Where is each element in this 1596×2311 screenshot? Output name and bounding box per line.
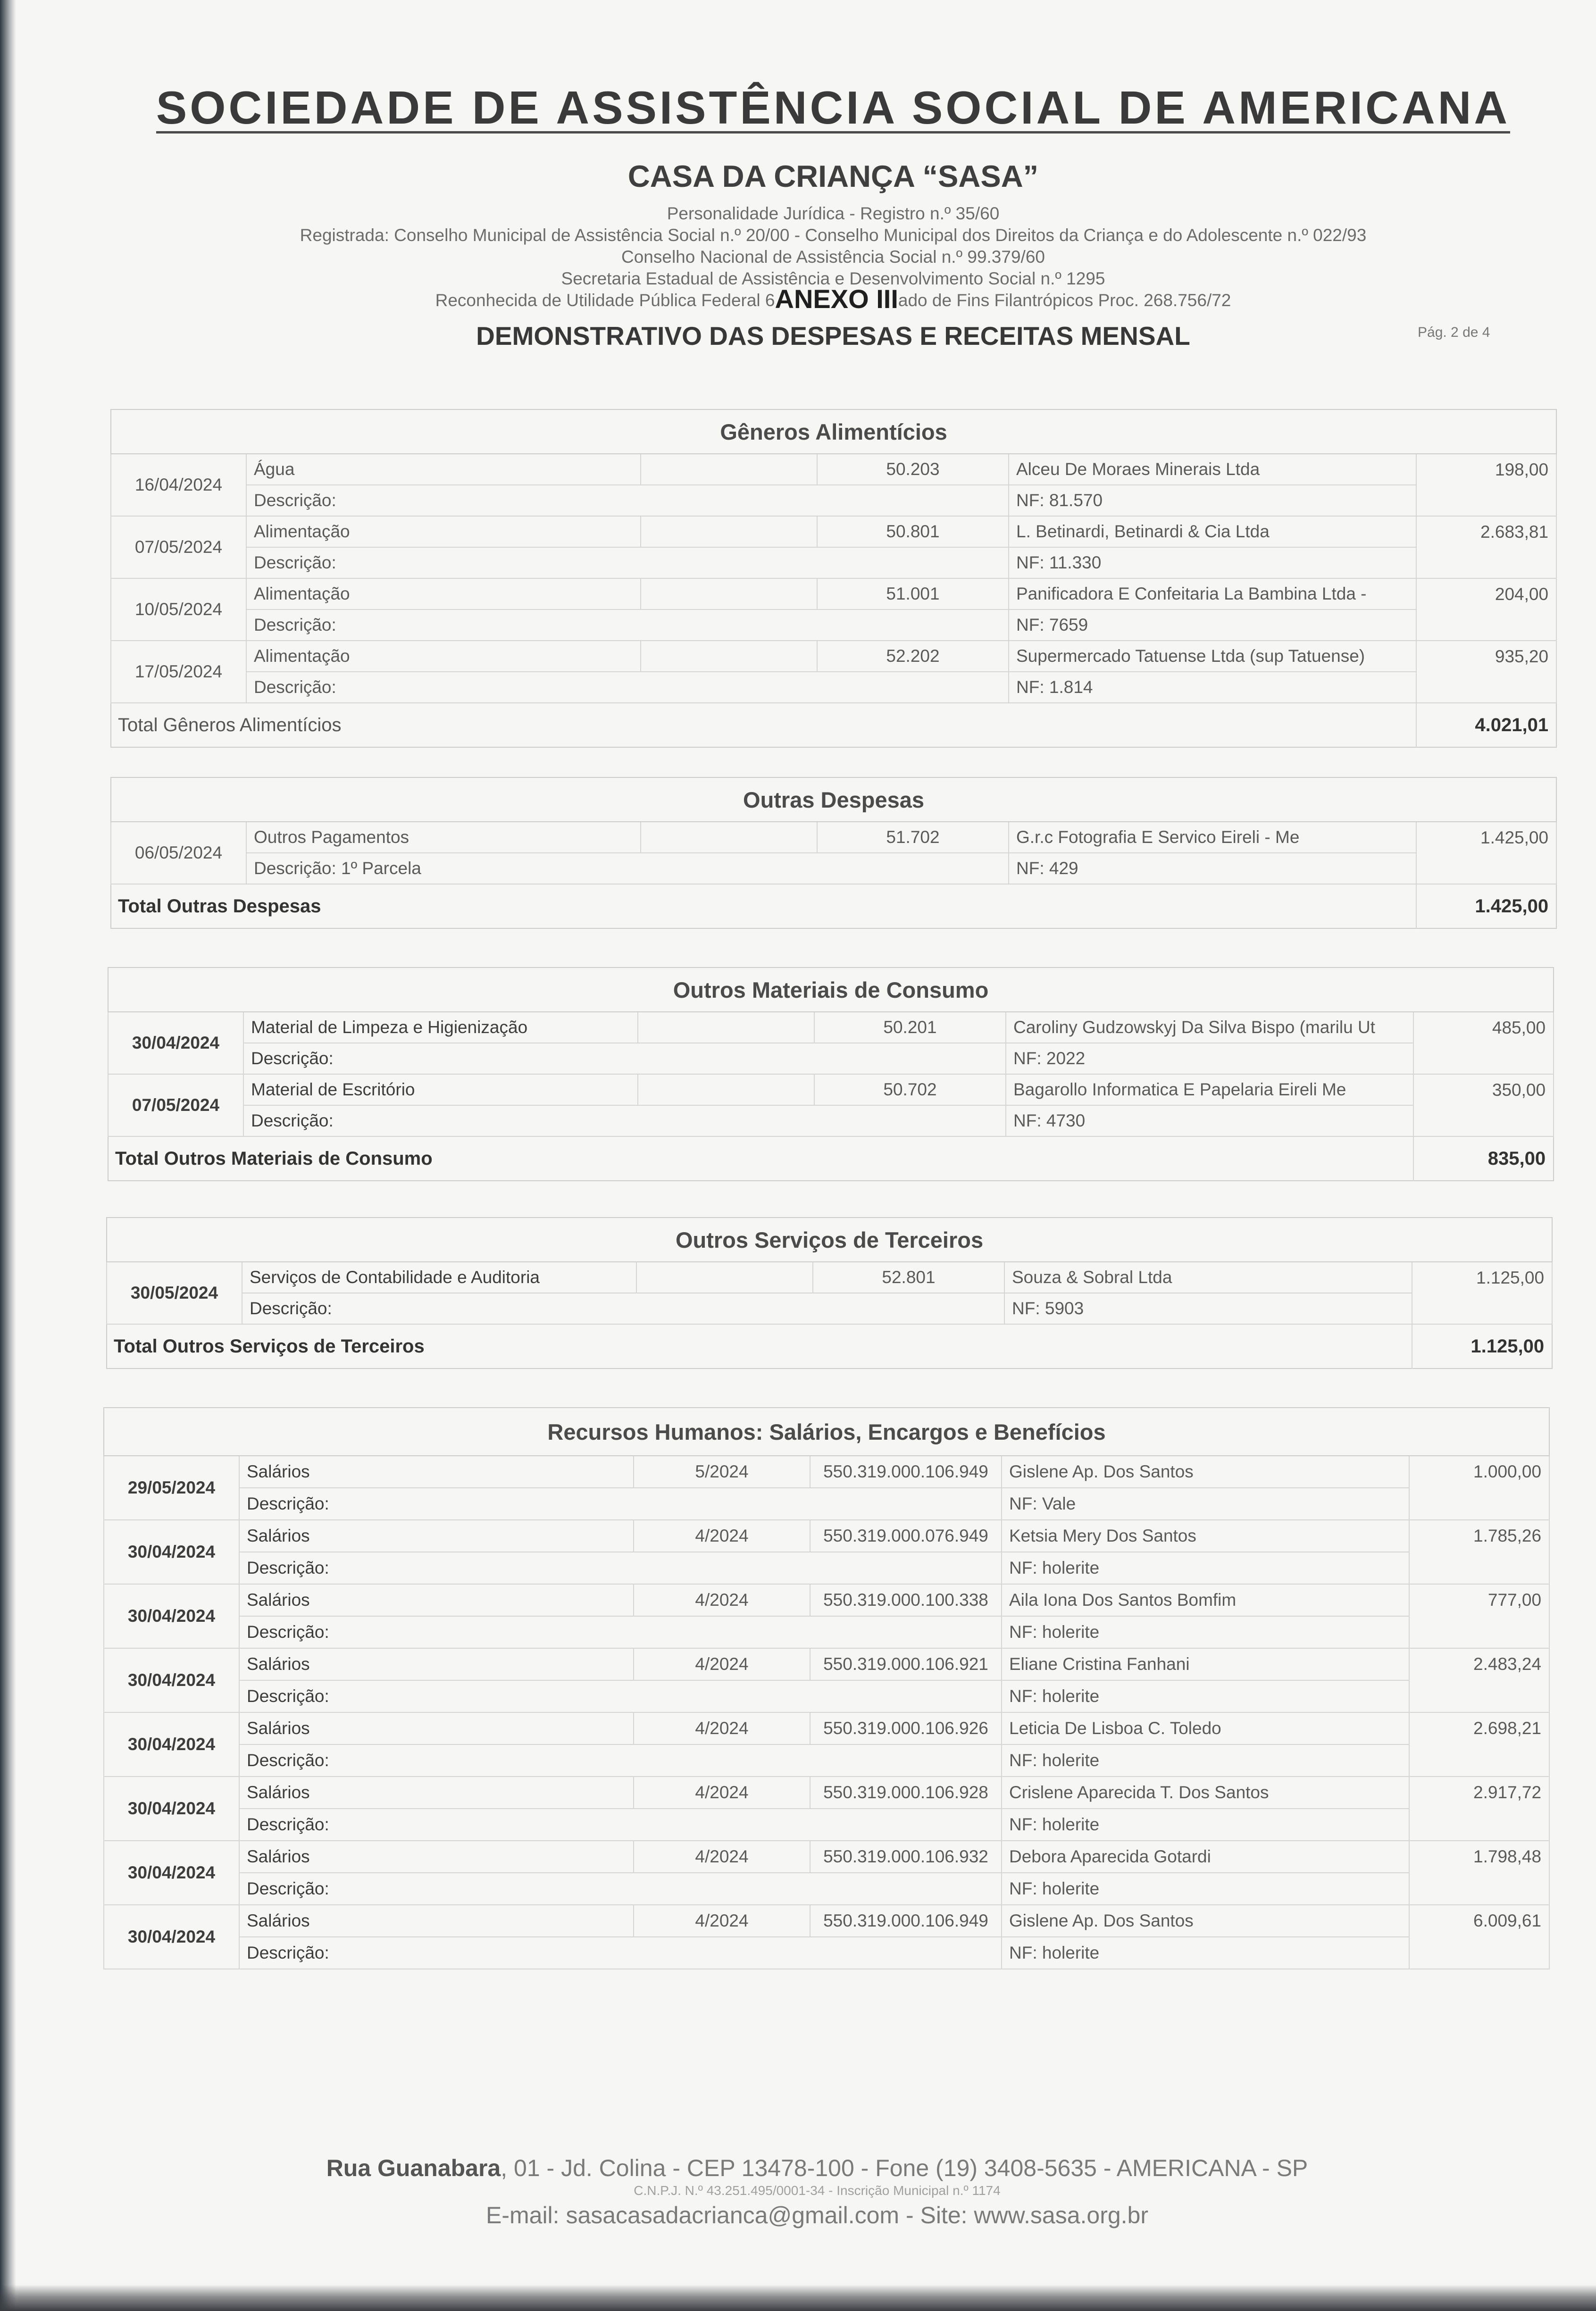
entry-detail-row: [111, 853, 1556, 884]
entry-date: 17/05/2024: [111, 641, 246, 703]
section-human-resources: [103, 1407, 1549, 1969]
entry-document-number: 50.801: [817, 516, 1009, 547]
section-total-label: Total Outros Materiais de Consumo: [108, 1136, 1413, 1181]
entry-date: 10/05/2024: [111, 578, 246, 641]
entry-supplier: Ketsia Mery Dos Santos: [1002, 1520, 1409, 1552]
entry-competence: [641, 454, 817, 485]
entry-supplier: Souza & Sobral Ltda: [1004, 1262, 1412, 1293]
registration-info: [110, 203, 1556, 314]
entry-value: 777,00: [1409, 1584, 1549, 1648]
section-total-label: Total Outras Despesas: [111, 884, 1416, 928]
entry-invoice: NF: 429: [1009, 853, 1416, 884]
entry-category: Salários: [239, 1777, 634, 1809]
entry-competence: [641, 516, 817, 547]
page-number: Pág. 2 de 4: [1418, 325, 1490, 340]
entry-row: [104, 1777, 1549, 1809]
annex-label: ANEXO III: [775, 284, 898, 314]
entry-detail-row: [111, 672, 1556, 703]
entry-category: Salários: [239, 1520, 634, 1552]
entry-invoice: NF: holerite: [1002, 1744, 1409, 1777]
entry-value: 2.683,81: [1416, 516, 1556, 578]
entry-detail-row: [107, 1293, 1552, 1324]
entry-value: 1.000,00: [1409, 1456, 1549, 1520]
footer-registration: C.N.P.J. N.º 43.251.495/0001-34 - Inscrição Municipal n.º 1174: [634, 2183, 1001, 2198]
section-total-value: 1.425,00: [1416, 884, 1556, 928]
entry-description: Descrição:: [239, 1809, 1002, 1841]
entry-document-number: 550.319.000.106.921: [810, 1648, 1002, 1680]
entry-description: Descrição:: [246, 547, 1009, 578]
entry-competence: 4/2024: [634, 1841, 810, 1873]
entry-value: 485,00: [1413, 1012, 1554, 1074]
entry-date: 30/04/2024: [104, 1777, 239, 1841]
entry-row: [111, 641, 1556, 672]
entry-row: [107, 1262, 1552, 1293]
entry-invoice: NF: holerite: [1002, 1552, 1409, 1584]
section-title: Recursos Humanos: Salários, Encargos e Benefícios: [104, 1408, 1549, 1456]
entry-category: Água: [246, 454, 641, 485]
entry-date: 07/05/2024: [111, 516, 246, 578]
entry-category: Salários: [239, 1905, 634, 1937]
section-total-row: [111, 884, 1556, 928]
entry-supplier: Alceu De Moraes Minerais Ltda: [1009, 454, 1416, 485]
entry-document-number: 52.202: [817, 641, 1009, 672]
entry-document-number: 550.319.000.100.338: [810, 1584, 1002, 1616]
entry-supplier: G.r.c Fotografia E Servico Eireli - Me: [1009, 822, 1416, 853]
entry-value: 6.009,61: [1409, 1905, 1549, 1969]
entry-row: [111, 454, 1556, 485]
entry-category: Alimentação: [246, 641, 641, 672]
entry-description: Descrição:: [239, 1488, 1002, 1520]
entry-detail-row: [104, 1680, 1549, 1712]
organization-subtitle: CASA DA CRIANÇA “SASA”: [627, 159, 1039, 193]
entry-description: Descrição:: [239, 1680, 1002, 1712]
section-food: [110, 409, 1556, 748]
entry-invoice: NF: holerite: [1002, 1873, 1409, 1905]
entry-invoice: NF: holerite: [1002, 1680, 1409, 1712]
entry-date: 30/04/2024: [104, 1584, 239, 1648]
entry-supplier: Debora Aparecida Gotardi: [1002, 1841, 1409, 1873]
section-total-row: [108, 1136, 1554, 1181]
entry-document-number: 51.001: [817, 578, 1009, 609]
entry-category: Salários: [239, 1841, 634, 1873]
entry-row: [104, 1520, 1549, 1552]
entry-competence: 4/2024: [634, 1905, 810, 1937]
entry-date: 30/04/2024: [104, 1520, 239, 1584]
entry-category: Material de Escritório: [243, 1074, 638, 1105]
footer-contact: E-mail: sasacasadacrianca@gmail.com - Site: www.sasa.org.br: [485, 2202, 1149, 2228]
entry-document-number: 550.319.000.106.949: [810, 1905, 1002, 1937]
entry-detail-row: [104, 1873, 1549, 1905]
entry-supplier: Leticia De Lisboa C. Toledo: [1002, 1712, 1409, 1744]
organization-title: [110, 84, 1556, 133]
entry-category: Alimentação: [246, 516, 641, 547]
entry-document-number: 51.702: [817, 822, 1009, 853]
entry-value: 1.798,48: [1409, 1841, 1549, 1905]
section-title: Outras Despesas: [111, 777, 1556, 822]
entry-supplier: Eliane Cristina Fanhani: [1002, 1648, 1409, 1680]
entry-category: Alimentação: [246, 578, 641, 609]
entry-supplier: Supermercado Tatuense Ltda (sup Tatuense): [1009, 641, 1416, 672]
recognition-right: ado de Fins Filantrópicos Proc. 268.756/72: [898, 291, 1231, 310]
entry-date: 30/04/2024: [104, 1841, 239, 1905]
entry-invoice: NF: holerite: [1002, 1809, 1409, 1841]
section-table: [108, 967, 1554, 1181]
entry-row: [108, 1074, 1554, 1105]
section-total-value: 4.021,01: [1416, 703, 1556, 747]
entry-document-number: 550.319.000.106.932: [810, 1841, 1002, 1873]
national-council-line: Conselho Nacional de Assistência Social n.º 99.379/60: [621, 247, 1045, 267]
entry-detail-row: [104, 1744, 1549, 1777]
entry-invoice: NF: holerite: [1002, 1616, 1409, 1648]
entry-detail-row: [111, 609, 1556, 641]
section-total-value: 1.125,00: [1412, 1324, 1552, 1368]
entry-invoice: NF: 1.814: [1009, 672, 1416, 703]
entry-value: 1.785,26: [1409, 1520, 1549, 1584]
entry-competence: [641, 578, 817, 609]
entry-description: Descrição:: [246, 485, 1009, 516]
entry-value: 350,00: [1413, 1074, 1554, 1136]
entry-date: 29/05/2024: [104, 1456, 239, 1520]
entry-value: 2.698,21: [1409, 1712, 1549, 1777]
entry-description: Descrição:: [239, 1937, 1002, 1969]
entry-detail-row: [104, 1552, 1549, 1584]
scan-edge-left: [0, 0, 16, 2311]
entry-category: Salários: [239, 1584, 634, 1616]
entry-description: Descrição:: [246, 609, 1009, 641]
entry-competence: 5/2024: [634, 1456, 810, 1488]
entry-category: Material de Limpeza e Higienização: [243, 1012, 638, 1043]
entry-invoice: NF: 7659: [1009, 609, 1416, 641]
footer-address: [94, 2154, 1540, 2182]
section-title: Gêneros Alimentícios: [111, 409, 1556, 454]
entry-row: [104, 1456, 1549, 1488]
entry-row: [104, 1584, 1549, 1616]
recognition-line: [110, 284, 1556, 314]
section-title-row: [108, 968, 1554, 1012]
entry-invoice: NF: Vale: [1002, 1488, 1409, 1520]
entry-detail-row: [108, 1043, 1554, 1074]
entry-supplier: Gislene Ap. Dos Santos: [1002, 1456, 1409, 1488]
entry-value: 2.483,24: [1409, 1648, 1549, 1712]
recognition-left: Reconhecida de Utilidade Pública Federal 6: [435, 291, 775, 310]
section-title-row: [104, 1408, 1549, 1456]
entry-supplier: Aila Iona Dos Santos Bomfim: [1002, 1584, 1409, 1616]
entry-category: Salários: [239, 1712, 634, 1744]
section-title-row: [111, 777, 1556, 822]
entry-competence: 4/2024: [634, 1777, 810, 1809]
registry-line: Personalidade Jurídica - Registro n.º 35/60: [667, 204, 1000, 223]
entry-row: [104, 1841, 1549, 1873]
section-total-row: [107, 1324, 1552, 1368]
entry-invoice: NF: 81.570: [1009, 485, 1416, 516]
entry-competence: 4/2024: [634, 1584, 810, 1616]
entry-value: 204,00: [1416, 578, 1556, 641]
entry-competence: 4/2024: [634, 1712, 810, 1744]
footer-address-rest: , 01 - Jd. Colina - CEP 13478-100 - Fone (19) 3408-5635 - AMERICANA - SP: [501, 2155, 1308, 2181]
report-title: DEMONSTRATIVO DAS DESPESAS E RECEITAS MENSAL: [476, 321, 1190, 350]
entry-supplier: Crislene Aparecida T. Dos Santos: [1002, 1777, 1409, 1809]
entry-row: [104, 1905, 1549, 1937]
entry-document-number: 550.319.000.106.928: [810, 1777, 1002, 1809]
entry-value: 1.425,00: [1416, 822, 1556, 884]
section-table: [110, 777, 1557, 929]
section-total-label: Total Gêneros Alimentícios: [111, 703, 1416, 747]
entry-description: Descrição:: [239, 1616, 1002, 1648]
section-total-row: [111, 703, 1556, 747]
section-total-value: 835,00: [1413, 1136, 1554, 1181]
section-title: Outros Materiais de Consumo: [108, 968, 1554, 1012]
entry-date: 30/04/2024: [104, 1648, 239, 1712]
entry-invoice: NF: 11.330: [1009, 547, 1416, 578]
section-other-expenses: [110, 777, 1556, 929]
entry-detail-row: [104, 1937, 1549, 1969]
entry-document-number: 550.319.000.106.949: [810, 1456, 1002, 1488]
section-total-label: Total Outros Serviços de Terceiros: [107, 1324, 1412, 1368]
section-third-party-services: [106, 1217, 1552, 1369]
entry-date: 06/05/2024: [111, 822, 246, 884]
entry-detail-row: [111, 547, 1556, 578]
entry-description: Descrição:: [239, 1873, 1002, 1905]
entry-row: [104, 1712, 1549, 1744]
entry-supplier: L. Betinardi, Betinardi & Cia Ltda: [1009, 516, 1416, 547]
entry-competence: [636, 1262, 813, 1293]
section-table: [103, 1407, 1550, 1969]
entry-competence: [638, 1074, 814, 1105]
section-table: [106, 1217, 1553, 1369]
entry-detail-row: [104, 1809, 1549, 1841]
entry-description: Descrição:: [246, 672, 1009, 703]
entry-date: 16/04/2024: [111, 454, 246, 516]
entry-date: 30/04/2024: [104, 1905, 239, 1969]
entry-date: 07/05/2024: [108, 1074, 243, 1136]
entry-description: Descrição:: [242, 1293, 1004, 1324]
entry-date: 30/04/2024: [108, 1012, 243, 1074]
entry-category: Outros Pagamentos: [246, 822, 641, 853]
scan-edge-bottom: [0, 2285, 1596, 2311]
entry-category: Salários: [239, 1456, 634, 1488]
entry-document-number: 50.201: [814, 1012, 1006, 1043]
entry-invoice: NF: 4730: [1006, 1105, 1413, 1136]
entry-row: [108, 1012, 1554, 1043]
entry-supplier: Panificadora E Confeitaria La Bambina Ltda -: [1009, 578, 1416, 609]
state-secretariat-line: Secretaria Estadual de Assistência e Desenvolvimento Social n.º 1295: [561, 269, 1105, 288]
entry-document-number: 50.702: [814, 1074, 1006, 1105]
entry-competence: [641, 822, 817, 853]
entry-description: Descrição:: [239, 1552, 1002, 1584]
entry-detail-row: [104, 1616, 1549, 1648]
entry-competence: [641, 641, 817, 672]
entry-description: Descrição:: [239, 1744, 1002, 1777]
entry-row: [104, 1648, 1549, 1680]
entry-document-number: 52.801: [813, 1262, 1004, 1293]
entry-category: Salários: [239, 1648, 634, 1680]
entry-date: 30/04/2024: [104, 1712, 239, 1777]
entry-document-number: 550.319.000.076.949: [810, 1520, 1002, 1552]
entry-description: Descrição: 1º Parcela: [246, 853, 1009, 884]
entry-value: 1.125,00: [1412, 1262, 1552, 1324]
entry-value: 2.917,72: [1409, 1777, 1549, 1841]
entry-row: [111, 822, 1556, 853]
entry-competence: [638, 1012, 814, 1043]
entry-document-number: 50.203: [817, 454, 1009, 485]
entry-category: Serviços de Contabilidade e Auditoria: [242, 1262, 636, 1293]
entry-document-number: 550.319.000.106.926: [810, 1712, 1002, 1744]
entry-detail-row: [111, 485, 1556, 516]
entry-invoice: NF: 2022: [1006, 1043, 1413, 1074]
section-title-row: [111, 409, 1556, 454]
organization-name: SOCIEDADE DE ASSISTÊNCIA SOCIAL DE AMERICANA: [156, 82, 1511, 133]
section-consumables: [108, 967, 1553, 1181]
entry-competence: 4/2024: [634, 1520, 810, 1552]
entry-description: Descrição:: [243, 1105, 1006, 1136]
entry-detail-row: [104, 1488, 1549, 1520]
registered-line: Registrada: Conselho Municipal de Assistência Social n.º 20/00 - Conselho Municipal dos Direitos da Criança e do Adolescente n.º 022/93: [300, 225, 1367, 245]
entry-date: 30/05/2024: [107, 1262, 242, 1324]
entry-supplier: Caroliny Gudzowskyj Da Silva Bispo (marilu Ut: [1006, 1012, 1413, 1043]
section-table: [110, 409, 1557, 748]
entry-invoice: NF: holerite: [1002, 1937, 1409, 1969]
footer-street: Rua Guanabara: [326, 2155, 501, 2181]
entry-row: [111, 516, 1556, 547]
section-title: Outros Serviços de Terceiros: [107, 1218, 1552, 1262]
entry-value: 935,20: [1416, 641, 1556, 703]
entry-detail-row: [108, 1105, 1554, 1136]
entry-value: 198,00: [1416, 454, 1556, 516]
entry-supplier: Gislene Ap. Dos Santos: [1002, 1905, 1409, 1937]
entry-row: [111, 578, 1556, 609]
entry-invoice: NF: 5903: [1004, 1293, 1412, 1324]
entry-supplier: Bagarollo Informatica E Papelaria Eireli Me: [1006, 1074, 1413, 1105]
entry-description: Descrição:: [243, 1043, 1006, 1074]
section-title-row: [107, 1218, 1552, 1262]
entry-competence: 4/2024: [634, 1648, 810, 1680]
